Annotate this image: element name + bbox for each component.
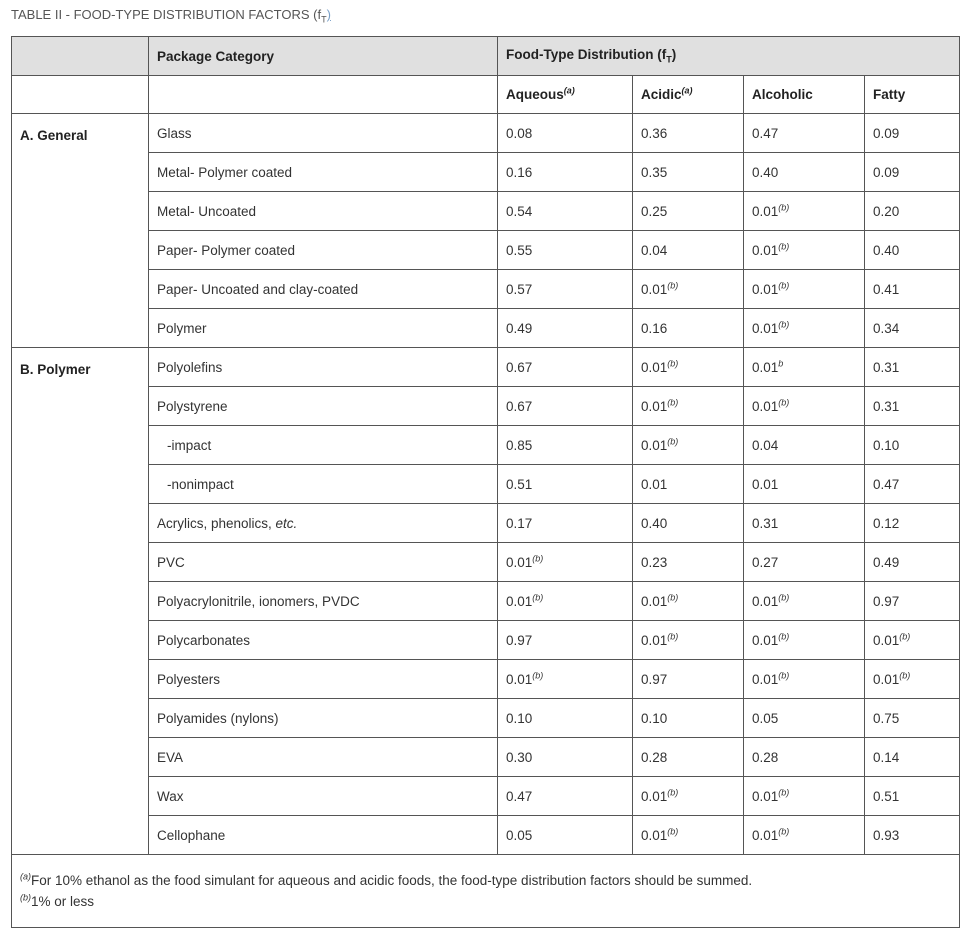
footnote-mark: (b) (532, 592, 544, 602)
factor-value: 0.01 (873, 671, 900, 687)
fatty-value-cell (865, 777, 960, 816)
acidic-value-cell (633, 192, 744, 231)
factor-value: 0.36 (641, 125, 668, 141)
table-row (12, 348, 960, 387)
footnote-mark: (b) (667, 592, 679, 602)
fatty-value-cell (865, 426, 960, 465)
factor-value: 0.01 (641, 281, 668, 297)
factor-value: 0.31 (873, 398, 900, 414)
header-empty (12, 37, 149, 76)
alcoholic-value-cell (744, 543, 865, 582)
package-name: Polyacrylonitrile, ionomers, PVDC (157, 593, 360, 609)
aqueous-value-cell (498, 582, 633, 621)
table-row (12, 699, 960, 738)
factor-value: 0.31 (752, 515, 779, 531)
footnotes-row (12, 855, 960, 928)
aqueous-value-cell (498, 816, 633, 855)
package-name: Polyesters (157, 671, 221, 687)
subheader-empty-2 (149, 76, 498, 114)
package-name-cell (149, 465, 498, 504)
subheader-empty-1 (12, 76, 149, 114)
table-row (12, 270, 960, 309)
factor-value: 0.51 (873, 788, 900, 804)
footnote-mark: (b) (667, 787, 679, 797)
package-name: Wax (157, 788, 184, 804)
factor-value: 0.93 (873, 827, 900, 843)
factor-value: 0.54 (506, 203, 533, 219)
acidic-value-cell (633, 387, 744, 426)
factor-value: 0.40 (641, 515, 668, 531)
factor-value: 0.47 (506, 788, 533, 804)
factor-value: 0.08 (506, 125, 533, 141)
alcoholic-value-cell (744, 192, 865, 231)
package-name-cell (149, 192, 498, 231)
footnote-mark: (b) (778, 319, 790, 329)
factor-value: 0.16 (506, 164, 533, 180)
aqueous-value-cell (498, 699, 633, 738)
factor-value: 0.34 (873, 320, 900, 336)
package-name: Metal- Polymer coated (157, 164, 293, 180)
factor-value: 0.40 (752, 164, 779, 180)
package-name: Polyolefins (157, 359, 223, 375)
acidic-value-cell (633, 699, 744, 738)
package-name-cell (149, 621, 498, 660)
factor-value: 0.01 (641, 398, 668, 414)
acidic-value-cell (633, 543, 744, 582)
table-row (12, 387, 960, 426)
fatty-value-cell (865, 816, 960, 855)
fatty-value-cell (865, 270, 960, 309)
factor-value: 0.23 (641, 554, 668, 570)
factor-value: 0.20 (873, 203, 900, 219)
footnote-mark: b (778, 358, 784, 368)
package-name-cell (149, 699, 498, 738)
acidic-value-cell (633, 777, 744, 816)
factor-value: 0.05 (752, 710, 779, 726)
header-aqueous: Aqueous$^{(a)}$ (498, 76, 633, 114)
table-row (12, 777, 960, 816)
package-name-emphasis: etc. (275, 515, 298, 531)
factor-value: 0.01 (752, 203, 779, 219)
factor-value: 0.01 (873, 632, 900, 648)
factor-value: 0.01 (641, 359, 668, 375)
package-name-cell (149, 660, 498, 699)
aqueous-value-cell (498, 270, 633, 309)
acidic-value-cell (633, 621, 744, 660)
factor-value: 0.97 (641, 671, 668, 687)
alcoholic-value-cell (744, 660, 865, 699)
alcoholic-value-cell (744, 582, 865, 621)
acidic-value-cell (633, 582, 744, 621)
factor-value: 0.85 (506, 437, 533, 453)
factor-value: 0.01 (752, 827, 779, 843)
factor-value: 0.01 (752, 671, 779, 687)
factor-value: 0.01 (641, 632, 668, 648)
alcoholic-value-cell (744, 348, 865, 387)
acidic-value-cell (633, 504, 744, 543)
aqueous-value-cell (498, 309, 633, 348)
alcoholic-value-cell (744, 621, 865, 660)
package-name: Polycarbonates (157, 632, 251, 648)
table-caption: TABLE II - FOOD-TYPE DISTRIBUTION FACTORS $(f_T)$ (11, 7, 331, 25)
factor-value: 0.01 (641, 476, 668, 492)
fatty-value-cell (865, 504, 960, 543)
package-name: Metal- Uncoated (157, 203, 257, 219)
alcoholic-value-cell (744, 465, 865, 504)
acidic-value-cell (633, 738, 744, 777)
factor-value: 0.01 (752, 359, 779, 375)
package-name-cell (149, 309, 498, 348)
table-row (12, 738, 960, 777)
factor-value: 0.09 (873, 125, 900, 141)
header-package-category: Package Category (149, 37, 498, 76)
package-name-cell (149, 114, 498, 153)
factor-value: 0.01 (752, 281, 779, 297)
acidic-value-cell (633, 348, 744, 387)
fatty-value-cell (865, 738, 960, 777)
factor-value: 0.49 (506, 320, 533, 336)
factor-value: 0.25 (641, 203, 668, 219)
aqueous-value-cell (498, 504, 633, 543)
footnote-mark: (b) (667, 436, 679, 446)
package-name: EVA (157, 749, 184, 765)
package-name: Paper- Uncoated and clay-coated (157, 281, 359, 297)
package-name-cell (149, 543, 498, 582)
factor-value: 0.12 (873, 515, 900, 531)
fatty-value-cell (865, 465, 960, 504)
table-row (12, 426, 960, 465)
fatty-value-cell (865, 309, 960, 348)
package-name: -nonimpact (167, 476, 234, 492)
footnote-mark: (b) (778, 826, 790, 836)
table-row (12, 192, 960, 231)
aqueous-value-cell (498, 348, 633, 387)
factor-value: 0.67 (506, 359, 533, 375)
footnote-mark: (b) (778, 280, 790, 290)
factor-value: 0.55 (506, 242, 533, 258)
acidic-value-cell (633, 309, 744, 348)
package-name-cell (149, 504, 498, 543)
factor-value: 0.04 (752, 437, 779, 453)
factor-value: 0.01 (752, 398, 779, 414)
factor-value: 0.35 (641, 164, 668, 180)
package-name-cell (149, 426, 498, 465)
factor-value: 0.09 (873, 164, 900, 180)
table-row (12, 816, 960, 855)
table-row (12, 309, 960, 348)
aqueous-value-cell (498, 192, 633, 231)
aqueous-value-cell (498, 465, 633, 504)
aqueous-value-cell (498, 387, 633, 426)
acidic-value-cell (633, 465, 744, 504)
header-food-type-distribution: Food-Type Distribution $(f_T)$ (498, 37, 960, 76)
package-name-cell (149, 348, 498, 387)
acidic-value-cell (633, 816, 744, 855)
footnote-mark: (b) (778, 241, 790, 251)
package-name: -impact (167, 437, 212, 453)
footnote-mark: (b) (778, 670, 790, 680)
fatty-value-cell (865, 192, 960, 231)
footnotes (12, 855, 960, 928)
fatty-value-cell (865, 621, 960, 660)
header-row (12, 37, 960, 76)
package-name-cell (149, 816, 498, 855)
factor-value: 0.28 (752, 749, 779, 765)
fatty-value-cell (865, 114, 960, 153)
package-name-cell (149, 738, 498, 777)
header-alcoholic: Alcoholic (744, 76, 865, 114)
factor-value: 0.01 (506, 671, 533, 687)
factor-value: 0.01 (641, 788, 668, 804)
factor-value: 0.47 (752, 125, 779, 141)
factor-value: 0.05 (506, 827, 533, 843)
acidic-value-cell (633, 231, 744, 270)
factor-value: 0.30 (506, 749, 533, 765)
fatty-value-cell (865, 699, 960, 738)
factor-value: 0.31 (873, 359, 900, 375)
fatty-value-cell (865, 543, 960, 582)
table-row (12, 543, 960, 582)
alcoholic-value-cell (744, 309, 865, 348)
factor-value: 0.97 (506, 632, 533, 648)
footnote-b: $^{(b)}$1% or less (20, 892, 95, 909)
group-label: B. Polymer (12, 348, 149, 855)
factor-value: 0.41 (873, 281, 900, 297)
factor-value: 0.01 (641, 827, 668, 843)
factor-value: 0.01 (506, 554, 533, 570)
factor-value: 0.01 (752, 476, 779, 492)
factor-value: 0.10 (506, 710, 533, 726)
acidic-value-cell (633, 426, 744, 465)
table-row (12, 153, 960, 192)
factor-value: 0.75 (873, 710, 900, 726)
package-name: Paper- Polymer coated (157, 242, 296, 258)
factor-value: 0.40 (873, 242, 900, 258)
table-row (12, 114, 960, 153)
factor-value: 0.28 (641, 749, 668, 765)
aqueous-value-cell (498, 777, 633, 816)
footnote-mark: (b) (667, 280, 679, 290)
footnote-a: $^{(a)}$For 10% ethanol as the food simulant for aqueous and acidic foods, the food-type distribution factors should be summed. (20, 871, 753, 888)
header-acidic: Acidic$^{(a)}$ (633, 76, 744, 114)
package-name-cell (149, 387, 498, 426)
factor-value: 0.16 (641, 320, 668, 336)
food-type-distribution-table (11, 36, 960, 928)
alcoholic-value-cell (744, 738, 865, 777)
footnote-mark: (b) (778, 397, 790, 407)
footnote-mark: (b) (778, 202, 790, 212)
package-name: Acrylics, phenolics, (157, 515, 276, 531)
factor-value: 0.97 (873, 593, 900, 609)
footnote-mark: (b) (778, 592, 790, 602)
subheader-row (12, 76, 960, 114)
package-name: Polyamides (nylons) (157, 710, 279, 726)
package-name-cell (149, 153, 498, 192)
fatty-value-cell (865, 660, 960, 699)
fatty-value-cell (865, 387, 960, 426)
aqueous-value-cell (498, 738, 633, 777)
acidic-value-cell (633, 660, 744, 699)
package-name: PVC (157, 554, 185, 570)
factor-value: 0.14 (873, 749, 900, 765)
factor-value: 0.57 (506, 281, 533, 297)
footnote-mark: (b) (532, 553, 544, 563)
package-name-cell (149, 270, 498, 309)
factor-value: 0.01 (641, 593, 668, 609)
alcoholic-value-cell (744, 387, 865, 426)
package-name-cell (149, 582, 498, 621)
table-row (12, 504, 960, 543)
package-name: Polystyrene (157, 398, 228, 414)
factor-value: 0.01 (752, 242, 779, 258)
factor-value: 0.67 (506, 398, 533, 414)
aqueous-value-cell (498, 621, 633, 660)
footnote-mark: (b) (667, 397, 679, 407)
aqueous-value-cell (498, 114, 633, 153)
fatty-value-cell (865, 348, 960, 387)
package-name-cell (149, 231, 498, 270)
factor-value: 0.01 (752, 320, 779, 336)
table-body (12, 114, 960, 855)
package-name: Polymer (157, 320, 207, 336)
acidic-value-cell (633, 270, 744, 309)
factor-value: 0.10 (641, 710, 668, 726)
table-row (12, 621, 960, 660)
factor-value: 0.17 (506, 515, 533, 531)
footnote-mark: (b) (899, 670, 911, 680)
factor-value: 0.04 (641, 242, 668, 258)
package-name: Glass (157, 125, 192, 141)
alcoholic-value-cell (744, 777, 865, 816)
package-name: Cellophane (157, 827, 226, 843)
fatty-value-cell (865, 153, 960, 192)
factor-value: 0.01 (752, 593, 779, 609)
aqueous-value-cell (498, 153, 633, 192)
factor-value: 0.47 (873, 476, 900, 492)
aqueous-value-cell (498, 231, 633, 270)
table-row (12, 660, 960, 699)
aqueous-value-cell (498, 543, 633, 582)
table-row (12, 582, 960, 621)
aqueous-value-cell (498, 660, 633, 699)
fatty-value-cell (865, 582, 960, 621)
footnote-mark: (b) (778, 787, 790, 797)
header-fatty: Fatty (865, 76, 960, 114)
table-row (12, 231, 960, 270)
acidic-value-cell (633, 153, 744, 192)
aqueous-value-cell (498, 426, 633, 465)
group-label: A. General (12, 114, 149, 348)
factor-value: 0.27 (752, 554, 779, 570)
acidic-value-cell (633, 114, 744, 153)
factor-value: 0.01 (752, 632, 779, 648)
footnote-mark: (b) (899, 631, 911, 641)
factor-value: 0.10 (873, 437, 900, 453)
alcoholic-value-cell (744, 270, 865, 309)
alcoholic-value-cell (744, 816, 865, 855)
alcoholic-value-cell (744, 114, 865, 153)
alcoholic-value-cell (744, 153, 865, 192)
factor-value: 0.01 (641, 437, 668, 453)
factor-value: 0.01 (506, 593, 533, 609)
factor-value: 0.51 (506, 476, 533, 492)
footnote-mark: (b) (532, 670, 544, 680)
alcoholic-value-cell (744, 426, 865, 465)
footnote-mark: (b) (667, 631, 679, 641)
alcoholic-value-cell (744, 699, 865, 738)
factor-value: 0.49 (873, 554, 900, 570)
footnote-mark: (b) (778, 631, 790, 641)
alcoholic-value-cell (744, 231, 865, 270)
fatty-value-cell (865, 231, 960, 270)
package-name-cell (149, 777, 498, 816)
alcoholic-value-cell (744, 504, 865, 543)
factor-value: 0.01 (752, 788, 779, 804)
footnote-mark: (b) (667, 826, 679, 836)
table-row (12, 465, 960, 504)
footnote-mark: (b) (667, 358, 679, 368)
